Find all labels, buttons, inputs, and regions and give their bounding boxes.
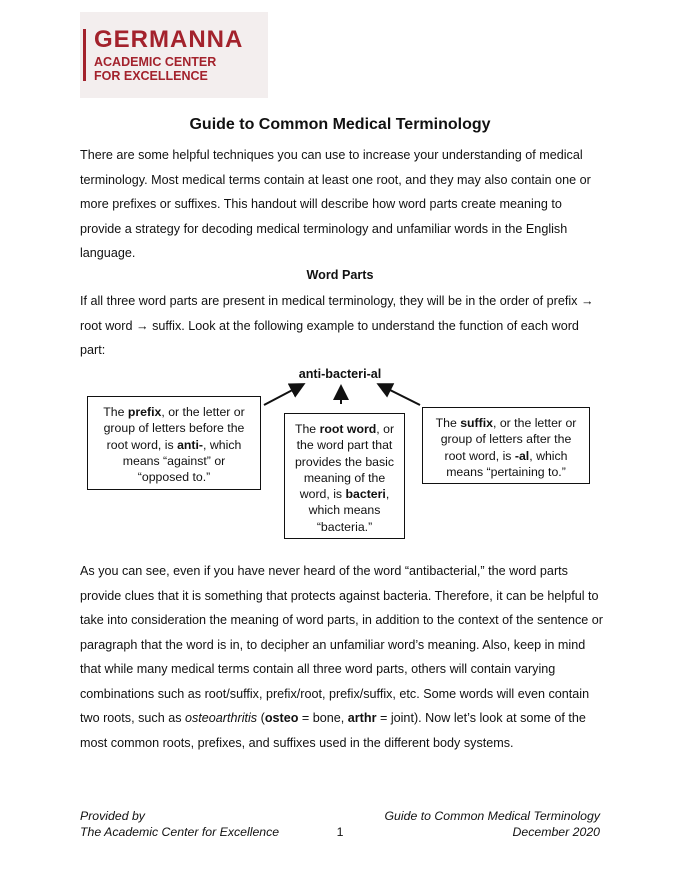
footer-organization: The Academic Center for Excellence — [80, 825, 280, 839]
conclusion-example-word: osteoarthritis — [185, 711, 258, 725]
conclusion-text-2: ( — [257, 711, 265, 725]
prefix-arrow — [264, 385, 302, 405]
footer-date: December 2020 — [512, 825, 600, 839]
root-box — [284, 413, 405, 539]
footer-provided-by: Provided by — [80, 809, 145, 823]
logo-line-2: FOR EXCELLENCE — [94, 69, 208, 83]
root-box-term: root word — [319, 422, 377, 436]
suffix-box-term: suffix — [460, 416, 493, 430]
prefix-box-value: anti- — [177, 437, 204, 452]
root-box-text-3: , which means “bacteria.” — [308, 487, 390, 534]
section-heading: Word Parts — [306, 268, 374, 282]
suffix-box — [422, 407, 590, 484]
suffix-arrow — [380, 385, 420, 405]
footer-document-title: Guide to Common Medical Terminology — [384, 809, 600, 823]
conclusion-bold-arthr: arthr — [347, 711, 377, 725]
prefix-box-term: prefix — [127, 405, 162, 419]
prefix-box-text-2: , or the letter or group of letters before the root word, is — [103, 405, 245, 452]
root-box-value: bacteri — [345, 487, 386, 502]
footer-left — [80, 808, 279, 840]
suffix-box-value: -al — [514, 448, 530, 463]
intro-paragraph: There are some helpful techniques you can use to increase your understanding of medical terminology. Most medical terms contain at least one root, and they may also contain one or more prefixes or suffixes. This handout will describe how word parts create meaning to provide a strategy for decoding medical terminology and unfamiliar words in the English language. — [80, 148, 591, 260]
page-number: 1 — [336, 825, 344, 839]
word-parts-paragraph: If all three word parts are present in medical terminology, they will be in the order of prefix → root word → suffix. Look at the following example to understand the function of each word part: — [80, 294, 594, 357]
conclusion-bold-osteo: osteo — [264, 711, 299, 725]
root-box-text-1: The — [294, 422, 320, 436]
suffix-box-text-2: , or the letter or group of letters after the root word, is — [440, 416, 577, 463]
example-word: anti-bacteri-al — [298, 367, 382, 381]
page-title: Guide to Common Medical Terminology — [189, 116, 491, 133]
prefix-box-text-1: The — [103, 405, 128, 419]
conclusion-text-1: As you can see, even if you have never heard of the word “antibacterial,” the word parts provide clues that it is something that protects against bacteria. Therefore, it can be helpful to take into consideration the meaning of word parts, in addition to the context of the sentence or paragraph that the word is in, to decipher an unfamiliar word’s meaning. Also, keep in mind that while many medical terms contain all three word parts, others will contain varying combinations such as root/suffix, prefix/root, prefix/suffix, etc. Some words will even contain two roots, such as — [80, 564, 603, 725]
suffix-box-text-1: The — [435, 416, 461, 430]
footer-right — [384, 808, 600, 840]
conclusion-text-4: = joint). Now let’s look at some of the most common roots, prefixes, and suffixes used in the different body systems. — [80, 711, 586, 750]
conclusion-text-3: = bone, — [298, 711, 348, 725]
logo-name: GERMANNA — [94, 26, 244, 53]
prefix-box-text-3: , which means “against” or “opposed to.” — [122, 437, 242, 485]
suffix-box-text-3: , which means “pertaining to.” — [446, 448, 568, 479]
conclusion-paragraph — [80, 559, 605, 755]
root-box-text-2: , or the word part that provides the basic meaning of the word, is — [294, 422, 395, 502]
prefix-box — [87, 396, 261, 490]
logo-line-1: ACADEMIC CENTER — [94, 55, 217, 69]
